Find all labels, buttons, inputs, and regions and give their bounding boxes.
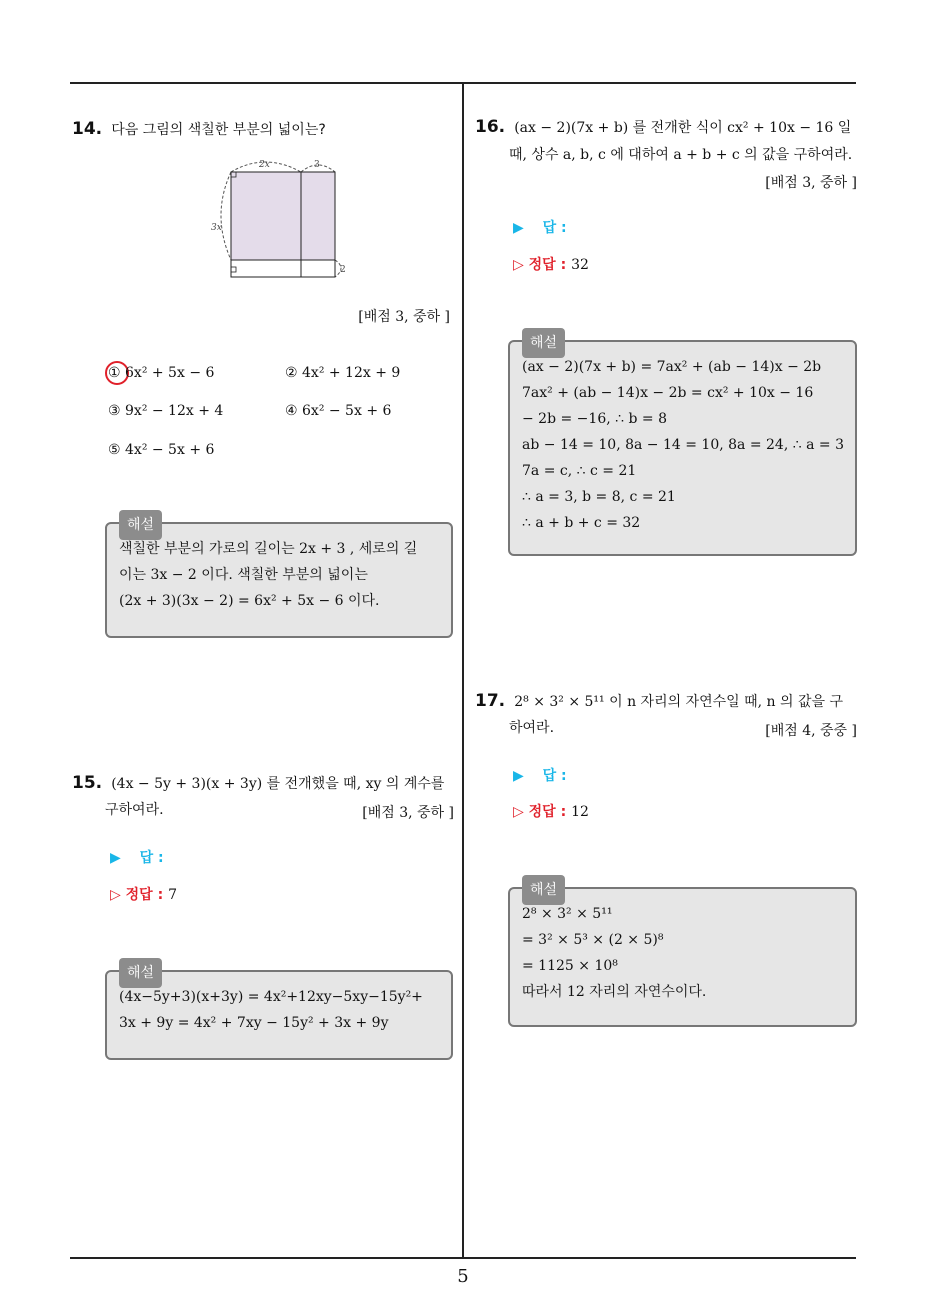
choice-2[interactable]: ② 4x² + 12x + 9 <box>285 365 401 381</box>
correct-answer-label: 정답 : <box>528 804 567 820</box>
question-text-line2: 구하여라. <box>105 802 164 818</box>
correct-answer-value: 12 <box>571 804 589 820</box>
correct-answer-row <box>513 254 589 274</box>
score-label: [배점 3, 중하 ] <box>362 805 454 821</box>
triangle-outline-icon: ▷ <box>110 887 121 903</box>
solution-line: 7ax² + (ab − 14)x − 2b = cx² + 10x − 16 <box>522 385 814 401</box>
choice-1[interactable]: ① 6x² + 5x − 6 <box>108 365 215 381</box>
question-text: (ax − 2)(7x + b) 를 전개한 식이 cx² + 10x − 16 일 <box>514 120 852 136</box>
solution-tag: 해설 <box>522 328 565 358</box>
correct-answer-value: 7 <box>168 887 177 903</box>
solution-line: (4x−5y+3)(x+3y) = 4x²+12xy−5xy−15y²+ <box>119 989 423 1005</box>
solution-line: 이는 3x − 2 이다. 색칠한 부분의 넓이는 <box>119 567 368 583</box>
solution-line: ∴ a = 3, b = 8, c = 21 <box>522 489 676 505</box>
correct-answer-row <box>110 884 177 904</box>
solution-line: − 2b = −16, ∴ b = 8 <box>522 411 667 427</box>
solution-tag: 해설 <box>522 875 565 905</box>
question-16-header <box>475 114 851 142</box>
solution-line: 색칠한 부분의 가로의 길이는 2x + 3 , 세로의 길 <box>119 541 418 557</box>
score-label: [배점 4, 중중 ] <box>765 723 857 739</box>
question-text: 2⁸ × 3² × 5¹¹ 이 n 자리의 자연수일 때, n 의 값을 구 <box>514 694 843 710</box>
question-text: 다음 그림의 색칠한 부분의 넓이는? <box>111 122 326 138</box>
question-15-header <box>72 770 444 798</box>
question-number: 17. <box>475 691 506 711</box>
solution-line: (2x + 3)(3x − 2) = 6x² + 5x − 6 이다. <box>119 593 380 609</box>
solution-line: ab − 14 = 10, 8a − 14 = 10, 8a = 24, ∴ a = 3 <box>522 437 844 453</box>
choice-4[interactable]: ④ 6x² − 5x + 6 <box>285 403 392 419</box>
score-label: [배점 3, 중하 ] <box>358 309 450 325</box>
question-text: (4x − 5y + 3)(x + 3y) 를 전개했을 때, xy 의 계수를 <box>111 776 445 792</box>
solution-line: = 1125 × 10⁸ <box>522 958 618 974</box>
figure-label-2x: 2x <box>259 160 270 170</box>
bottom-rule <box>70 1257 856 1259</box>
solution-line: (ax − 2)(7x + b) = 7ax² + (ab − 14)x − 2b <box>522 359 822 375</box>
play-arrow-icon: ▶ <box>513 220 524 236</box>
solution-line: 2⁸ × 3² × 5¹¹ <box>522 906 613 922</box>
triangle-outline-icon: ▷ <box>513 257 524 273</box>
answer-row[interactable] <box>513 765 567 785</box>
figure-label-3: 3 <box>314 160 320 170</box>
question-17-header <box>475 688 843 716</box>
solution-tag: 해설 <box>119 510 162 540</box>
question-14-header <box>72 116 326 144</box>
column-divider <box>462 84 464 1258</box>
score-label: [배점 3, 중하 ] <box>765 175 857 191</box>
answer-label: 답 : <box>542 768 567 784</box>
solution-tag: 해설 <box>119 958 162 988</box>
solution-line: 3x + 9y = 4x² + 7xy − 15y² + 3x + 9y <box>119 1015 389 1031</box>
correct-answer-value: 32 <box>571 257 589 273</box>
answer-row[interactable] <box>110 847 164 867</box>
question-number: 16. <box>475 117 506 137</box>
answer-label: 답 : <box>139 850 164 866</box>
play-arrow-icon: ▶ <box>110 850 121 866</box>
question-number: 14. <box>72 119 103 139</box>
solution-box <box>508 335 857 556</box>
correct-answer-label: 정답 : <box>528 257 567 273</box>
solution-box <box>105 965 453 1060</box>
correct-answer-label: 정답 : <box>125 887 164 903</box>
solution-line: 따라서 12 자리의 자연수이다. <box>522 984 707 1000</box>
question-number: 15. <box>72 773 103 793</box>
correct-answer-row <box>513 801 589 821</box>
choice-5[interactable]: ⑤ 4x² − 5x + 6 <box>108 442 215 458</box>
play-arrow-icon: ▶ <box>513 768 524 784</box>
answer-label: 답 : <box>542 220 567 236</box>
solution-box <box>508 882 857 1027</box>
shaded-area-figure <box>205 150 355 285</box>
triangle-outline-icon: ▷ <box>513 804 524 820</box>
question-text-line2: 하여라. <box>509 720 555 736</box>
figure-label-2: 2 <box>340 265 346 275</box>
solution-line: ∴ a + b + c = 32 <box>522 515 641 531</box>
solution-box <box>105 517 453 638</box>
solution-line: = 3² × 5³ × (2 × 5)⁸ <box>522 932 664 948</box>
figure-label-3x: 3x <box>211 223 222 233</box>
page-number: 5 <box>457 1266 469 1287</box>
answer-row[interactable] <box>513 217 567 237</box>
solution-line: 7a = c, ∴ c = 21 <box>522 463 637 479</box>
choice-3[interactable]: ③ 9x² − 12x + 4 <box>108 403 224 419</box>
question-text-line2: 때, 상수 a, b, c 에 대하여 a + b + c 의 값을 구하여라. <box>509 147 853 163</box>
